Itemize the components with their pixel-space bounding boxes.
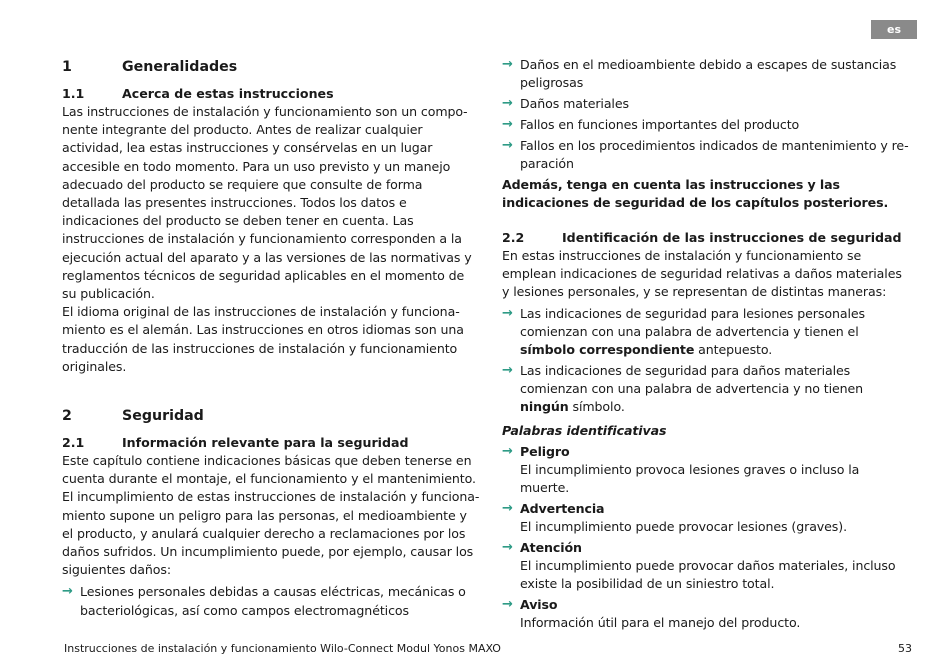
signal-word: Advertencia [520, 500, 605, 516]
page-number: 53 [898, 642, 912, 655]
signal-word-description: Información útil para el manejo del producto. [520, 615, 801, 631]
footer-title: Instrucciones de instalación y funcionamiento Wilo-Connect Modul Yonos MAXO [64, 642, 501, 655]
paragraph: El idioma original de las instrucciones de instalación y funcionamiento es el alemán. Las instrucciones en otros idiomas son una traducción de las instrucciones de instalación y funcionamiento originales. [62, 304, 464, 374]
signal-word-item [502, 500, 912, 536]
section-title: Seguridad [122, 408, 204, 425]
signal-word-item [502, 443, 912, 498]
signal-word: Aviso [520, 597, 558, 613]
section-1-heading [62, 59, 480, 75]
arrow-icon: → [502, 597, 513, 613]
section-title: Acerca de estas instrucciones [122, 86, 334, 101]
damage-list-continued [502, 56, 912, 173]
paragraph: Las instrucciones de instalación y funcionamiento son un componente integrante del producto. Antes de realizar cualquier actividad, lea estas instrucciones y consérvelas en un lugar accesible en todo momento. Para un uso previsto y un manejo adecuado del producto se requiere que consulte de forma detallada las presentes instrucciones. Todos los datos e indicaciones del producto se deben tener en cuenta. Las instrucciones de instalación y funcionamiento corresponden a la ejecución actual del aparato y a las versiones de las normativas y reglamentos técnicos de seguridad aplicables en el momento de su publicación. [62, 104, 472, 302]
signal-words-heading: Palabras identificativas [502, 423, 667, 439]
list-item: → Las indicaciones de seguridad para lesiones personales comienzan con una palabra de advertencia y tienen el símbolo correspondiente antepuesto. [502, 305, 865, 358]
section-title: Información relevante para la seguridad [122, 435, 409, 451]
signal-word: Peligro [520, 443, 570, 459]
signal-word-description: El incumplimiento provoca lesiones graves o incluso la muerte. [520, 461, 860, 496]
list-item: → Lesiones personales debidas a causas eléctricas, mecánicas o bacteriológicas, así como campos electromagnéticos [62, 584, 466, 618]
signal-word-description: El incumplimiento puede provocar lesiones (graves). [520, 519, 847, 535]
arrow-icon: → [502, 57, 513, 72]
arrow-icon: → [502, 539, 513, 555]
safety-notes-list [502, 305, 912, 417]
section-1-1-heading [62, 86, 480, 101]
section-number: 2 [62, 408, 72, 425]
signal-word-description: El incumplimiento puede provocar daños materiales, incluso existe la posibilidad de un siniestro total. [520, 558, 896, 592]
list-item: → Fallos en los procedimientos indicados de mantenimiento y reparación [502, 137, 909, 171]
section-number: 1 [62, 59, 72, 75]
arrow-icon: → [502, 443, 513, 459]
arrow-icon: → [502, 96, 513, 111]
signal-words-list [502, 443, 912, 633]
right-column [502, 56, 912, 635]
section-2-heading [62, 408, 480, 424]
damage-list [62, 583, 480, 619]
list-item: → Las indicaciones de seguridad para daños materiales comienzan con una palabra de advertencia y no tienen ningún símbolo. [502, 362, 864, 415]
arrow-icon: → [502, 500, 513, 516]
section-title: Generalidades [122, 59, 238, 75]
list-item: → Fallos en funciones importantes del producto [502, 116, 912, 134]
left-column [62, 56, 480, 622]
signal-word: Atención [520, 539, 582, 555]
paragraph: En estas instrucciones de instalación y funcionamiento se emplean indicaciones de seguridad relativas a daños materiales y lesiones personales, y se representan de distintas maneras: [502, 248, 902, 300]
arrow-icon: → [502, 116, 513, 132]
arrow-icon: → [502, 362, 513, 378]
language-tab: es [871, 20, 917, 39]
section-2-1-heading [62, 435, 480, 450]
arrow-icon: → [62, 584, 73, 600]
list-item: → Daños materiales [502, 95, 912, 113]
arrow-icon: → [502, 137, 513, 153]
list-item: → Daños en el medioambiente debido a escapes de sustancias peligrosas [502, 57, 897, 91]
arrow-icon: → [502, 305, 513, 321]
section-number: 1.1 [62, 86, 85, 101]
section-number: 2.2 [502, 230, 525, 245]
signal-word-item [502, 596, 912, 632]
signal-word-item [502, 539, 912, 594]
section-2-2-heading [502, 230, 912, 245]
section-number: 2.1 [62, 435, 85, 451]
paragraph: Este capítulo contiene indicaciones básicas que deben tenerse en cuenta durante el montaje, el funcionamiento y el mantenimiento. El incumplimiento de estas instrucciones de instalación y funcionamiento supone un peligro para las personas, el medioambiente y el producto, y anulará cualquier derecho a reclamaciones por los daños sufridos. Un incumplimiento puede, por ejemplo, causar los siguientes daños: [62, 453, 480, 578]
section-title: Identificación de las instrucciones de seguridad [562, 230, 902, 245]
bold-note: Además, tenga en cuenta las instrucciones y las indicaciones de seguridad de los capítulos posteriores. [502, 176, 889, 210]
